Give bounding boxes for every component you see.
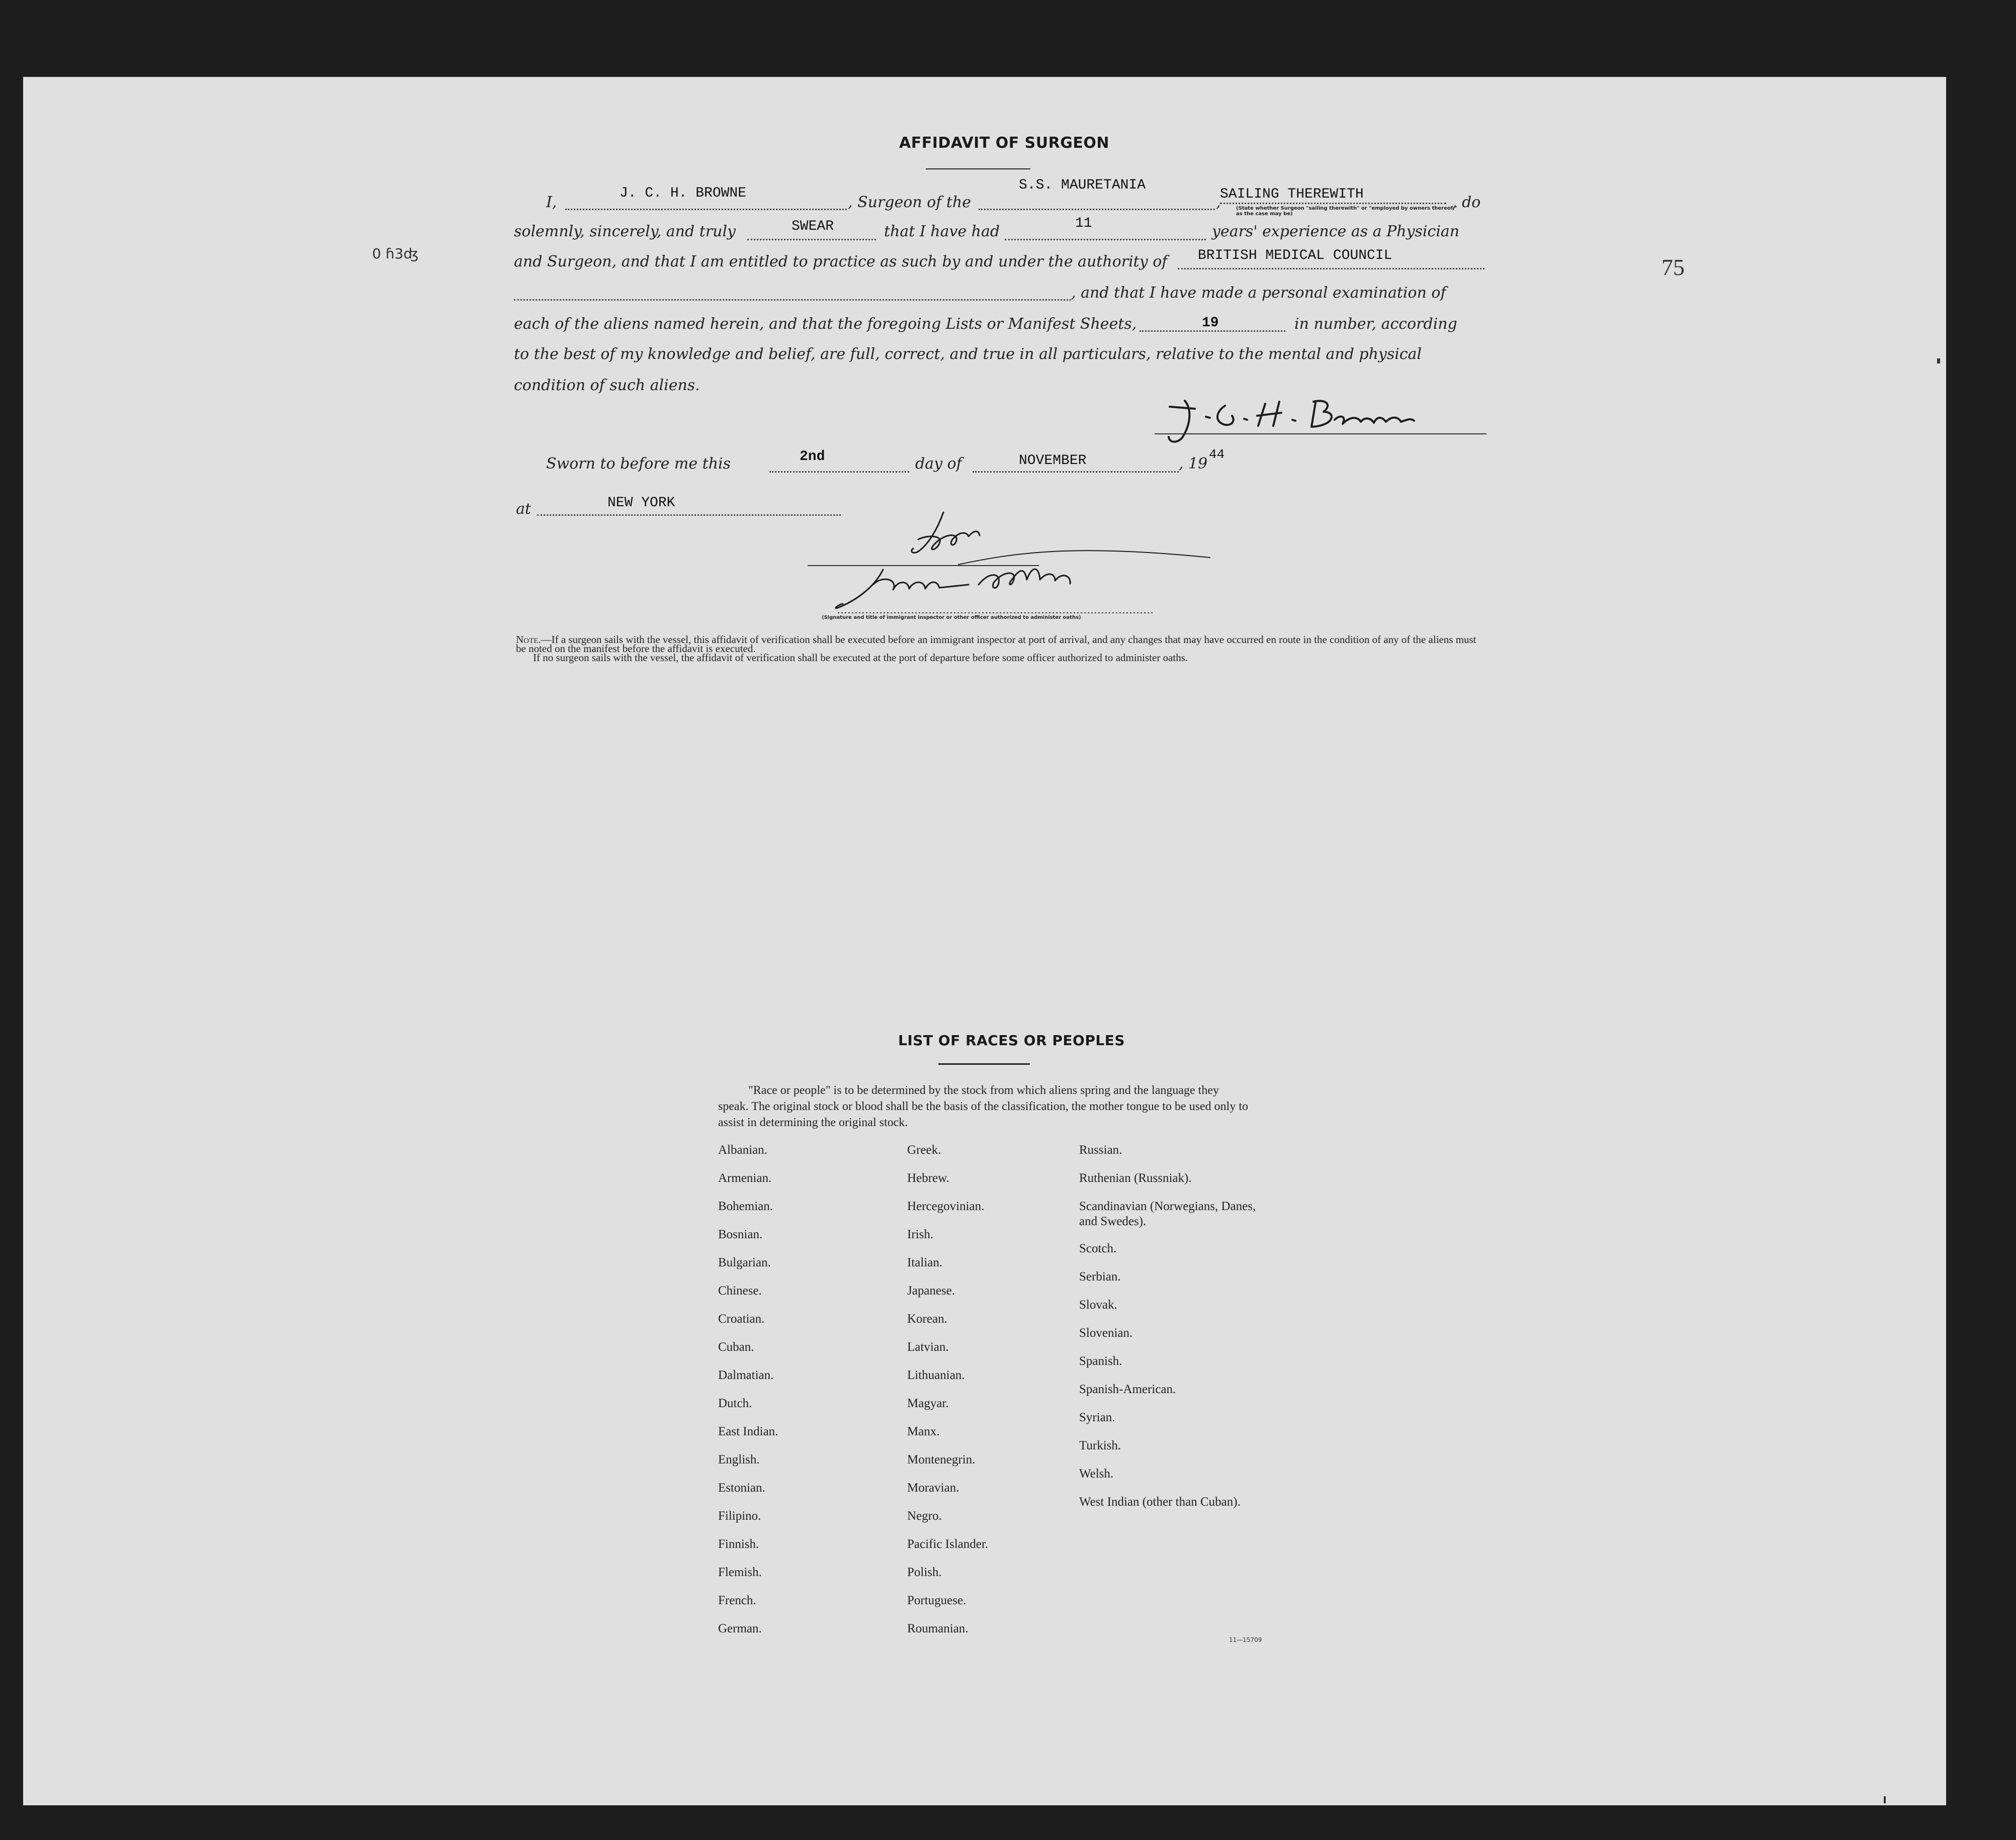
- word-in-number: in number, according: [1294, 315, 1457, 333]
- race-item: East Indian.: [718, 1425, 778, 1438]
- race-item: West Indian (other than Cuban).: [1079, 1495, 1241, 1509]
- race-item: Bulgarian.: [718, 1256, 771, 1269]
- sworn-month: NOVEMBER: [1019, 453, 1087, 469]
- race-item: Syrian.: [1079, 1411, 1115, 1424]
- word-sworn: Sworn to before me this: [546, 455, 731, 473]
- race-item: Scotch.: [1079, 1242, 1117, 1255]
- sheet-count: 19: [1202, 315, 1219, 331]
- race-item: Ruthenian (Russniak).: [1079, 1171, 1192, 1185]
- left-stamp: 0 ɦ3ʤ: [372, 245, 418, 262]
- race-item: Flemish.: [718, 1566, 762, 1579]
- officer-caption: (Signature and title of immigrant inspector or other officer authorized to administer oaths): [822, 615, 1081, 620]
- years-count: 11: [1075, 216, 1092, 231]
- sailing-note: (State whether Surgeon "sailing therewith" or "employed by owners thereof," as the case may be): [1236, 206, 1457, 217]
- race-item: Hercegovinian.: [907, 1200, 985, 1213]
- race-item: Greek.: [907, 1143, 941, 1157]
- word-solemnly: solemnly, sincerely, and truly: [514, 223, 736, 240]
- word-personal-exam: , and that I have made a personal examination of: [1071, 284, 1446, 302]
- race-item: Hebrew.: [907, 1171, 949, 1185]
- race-item: Montenegrin.: [907, 1453, 976, 1466]
- race-item: Bosnian.: [718, 1228, 763, 1241]
- note-line2: If no surgeon sails with the vessel, the affidavit of verification shall be executed at the port of departure before some officer authorized to administer oaths.: [533, 652, 1188, 664]
- race-item: Croatian.: [718, 1312, 765, 1326]
- race-item: Moravian.: [907, 1481, 959, 1495]
- dotted-rule: [1178, 268, 1484, 269]
- dotted-rule: [565, 209, 847, 210]
- sworn-place: NEW YORK: [607, 495, 675, 511]
- race-item: German.: [718, 1622, 762, 1635]
- race-item: Filipino.: [718, 1509, 761, 1523]
- race-item: Pacific Islander.: [907, 1537, 989, 1551]
- page-number: 75: [1661, 254, 1685, 280]
- race-item: Dutch.: [718, 1397, 752, 1410]
- race-item: Russian.: [1079, 1143, 1122, 1157]
- race-item: English.: [718, 1453, 760, 1466]
- dotted-rule: [747, 239, 876, 240]
- dotted-rule: [979, 209, 1215, 210]
- race-item: Spanish.: [1079, 1354, 1122, 1368]
- dotted-rule: [514, 299, 1071, 301]
- authority: BRITISH MEDICAL COUNCIL: [1198, 248, 1392, 263]
- surgeon-name: J. C. H. BROWNE: [620, 186, 747, 201]
- word-at: at: [516, 500, 531, 518]
- dotted-rule: [769, 471, 909, 473]
- form-code: 11—15709: [1229, 1636, 1262, 1643]
- sailing-status: SAILING THEREWITH: [1220, 187, 1364, 202]
- race-item: Chinese.: [718, 1284, 762, 1298]
- races-title-rule: [938, 1063, 1030, 1065]
- race-item: Slovenian.: [1079, 1326, 1133, 1340]
- title-rule: [926, 168, 1030, 169]
- word-do: , do: [1452, 194, 1481, 211]
- dotted-rule: [973, 471, 1179, 473]
- race-item: French.: [718, 1594, 756, 1607]
- word-i: I,: [546, 194, 557, 211]
- race-item: Manx.: [907, 1425, 940, 1438]
- race-item: Dalmatian.: [718, 1368, 774, 1382]
- dotted-rule: [1005, 239, 1206, 240]
- comma: ,: [1216, 194, 1221, 211]
- oath-word: SWEAR: [792, 219, 834, 234]
- word-surgeon-of: , Surgeon of the: [848, 194, 971, 211]
- word-each-alien: each of the aliens named herein, and that the foregoing Lists or Manifest Sheets,: [514, 315, 1137, 333]
- races-intro: "Race or people" is to be determined by the stock from which aliens spring and the language they speak. The original stock or blood shall be the basis of the classification, the mother tongue to be used only to assist in determining the original stock.: [718, 1084, 1248, 1129]
- race-item: Latvian.: [907, 1340, 949, 1354]
- word-condition: condition of such aliens.: [514, 377, 700, 394]
- word-and-surgeon: and Surgeon, and that I am entitled to practice as such by and under the authority of: [514, 253, 1168, 270]
- surgeon-signature: [1150, 389, 1492, 449]
- race-item: Lithuanian.: [907, 1368, 965, 1382]
- word-years-exp: years' experience as a Physician: [1212, 223, 1460, 240]
- word-19: , 19: [1179, 455, 1208, 473]
- race-item: Polish.: [907, 1566, 942, 1579]
- sworn-year: 44: [1209, 447, 1225, 462]
- race-item: Magyar.: [907, 1397, 949, 1410]
- ship-name: S.S. MAURETANIA: [1019, 177, 1146, 193]
- word-day-of: day of: [915, 455, 962, 473]
- affidavit-title: AFFIDAVIT OF SURGEON: [899, 134, 1109, 152]
- word-have-had: that I have had: [884, 223, 1000, 240]
- race-item: Serbian.: [1079, 1270, 1121, 1283]
- race-item: Finnish.: [718, 1537, 759, 1551]
- race-item: Portuguese.: [907, 1594, 967, 1607]
- race-item: Korean.: [907, 1312, 947, 1326]
- affidavit-note: [516, 635, 1484, 662]
- race-item: Welsh.: [1079, 1467, 1114, 1481]
- race-item: Slovak.: [1079, 1298, 1117, 1312]
- races-title: LIST OF RACES OR PEOPLES: [898, 1032, 1125, 1049]
- edge-mark: [1937, 358, 1940, 363]
- sworn-day: 2nd: [800, 449, 825, 465]
- edge-mark: [1884, 1796, 1886, 1803]
- race-item: Italian.: [907, 1256, 943, 1269]
- race-item: Armenian.: [718, 1171, 772, 1185]
- word-best-knowledge: to the best of my knowledge and belief, are full, correct, and true in all particulars, relative to the mental and physical: [514, 345, 1422, 363]
- race-item: Estonian.: [718, 1481, 765, 1495]
- note-label: Note.: [516, 633, 541, 646]
- race-item: Japanese.: [907, 1284, 955, 1298]
- race-item: Scandinavian (Norwegians, Danes, and Swedes).: [1079, 1200, 1256, 1228]
- dotted-rule: [1220, 203, 1446, 204]
- race-item: Albanian.: [718, 1143, 767, 1157]
- note-line1: —If a surgeon sails with the vessel, this affidavit of verification shall be executed before an immigrant inspector at port of arrival, and any changes that may have occurred en route in the condition of any of the aliens must be noted on the manifest before the affidavit is executed.: [516, 633, 1476, 655]
- document-page: [23, 77, 1946, 1805]
- race-item: Spanish-American.: [1079, 1383, 1176, 1396]
- race-item: Bohemian.: [718, 1200, 773, 1213]
- race-item: Irish.: [907, 1228, 934, 1241]
- race-item: Roumanian.: [907, 1622, 969, 1635]
- race-item: Cuban.: [718, 1340, 754, 1354]
- race-item: Negro.: [907, 1509, 942, 1523]
- race-item: Turkish.: [1079, 1439, 1121, 1452]
